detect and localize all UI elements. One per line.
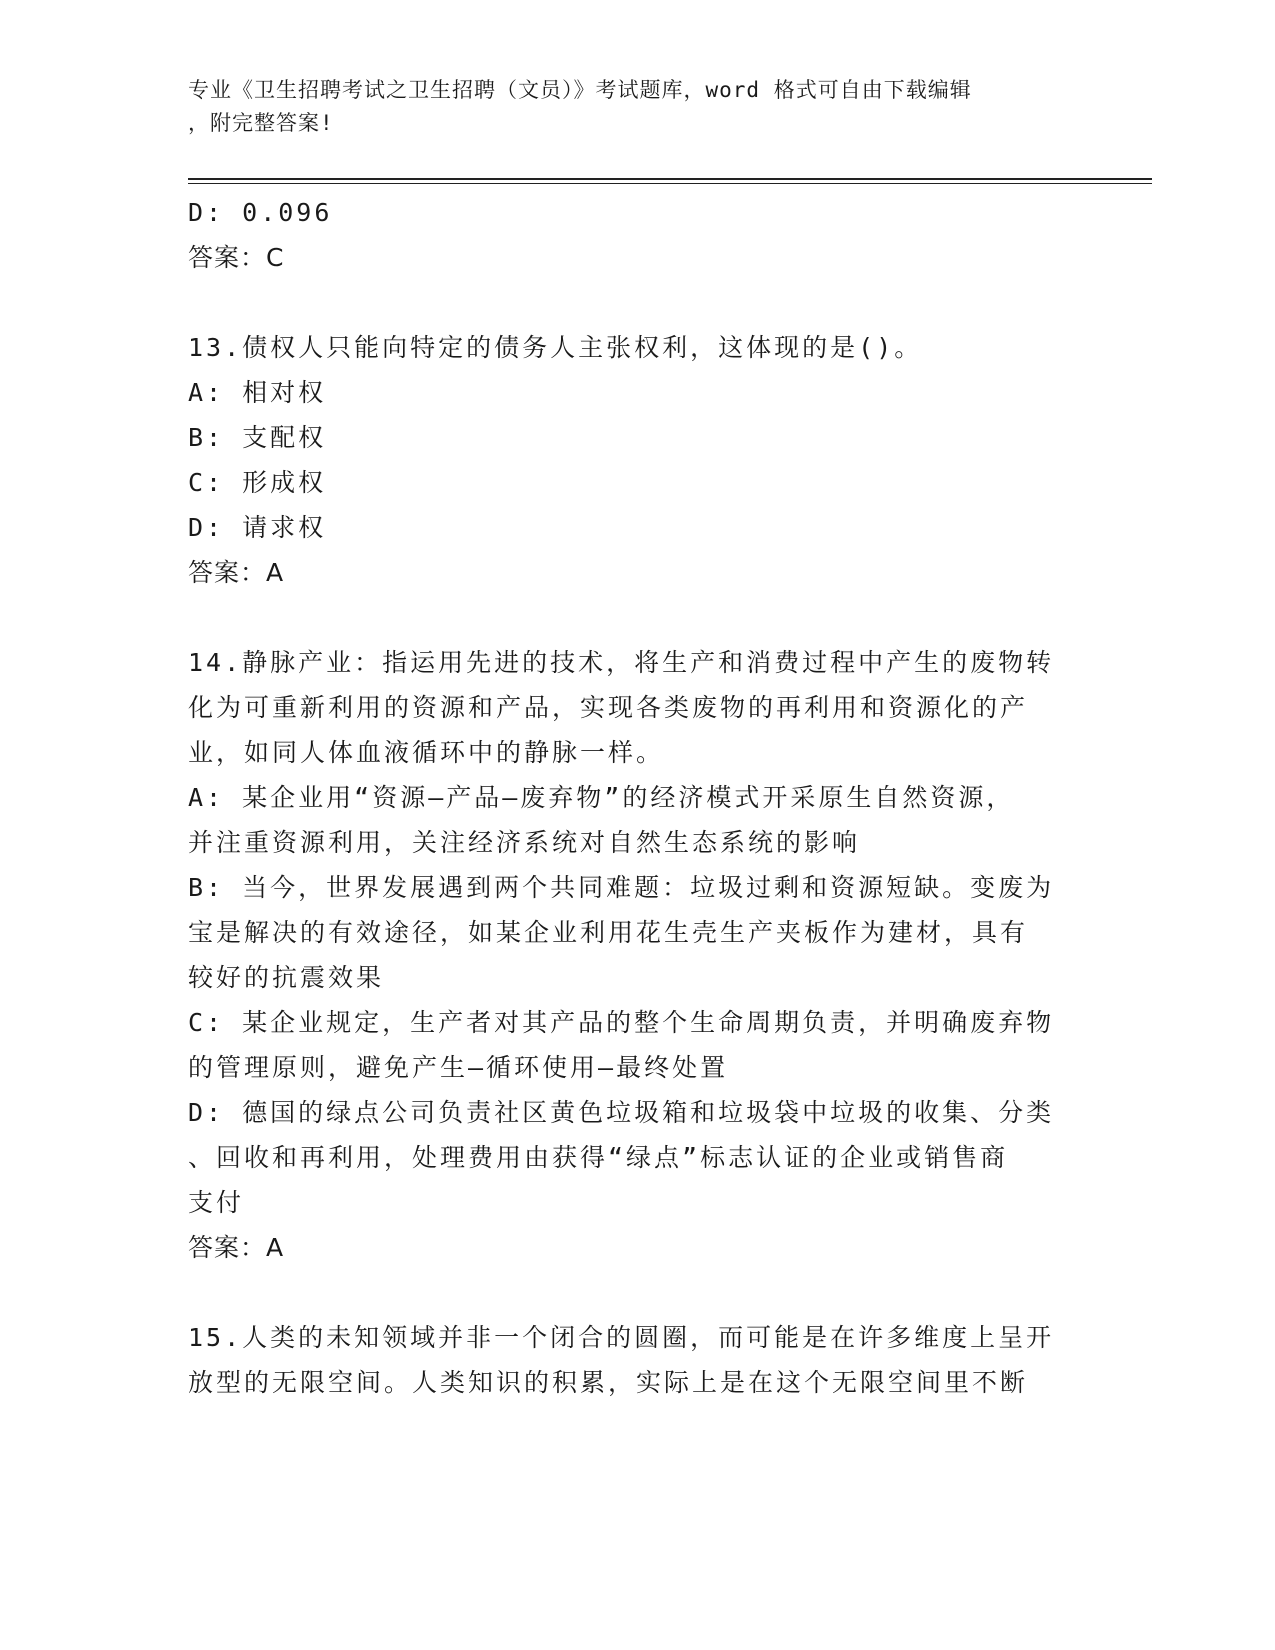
spacer — [188, 1270, 1078, 1315]
question-stem: 13.债权人只能向特定的债务人主张权利，这体现的是()。 — [188, 333, 923, 362]
header-line-1: 专业《卫生招聘考试之卫生招聘（文员）》考试题库，word 格式可自由下载编辑 — [188, 78, 972, 102]
option-d: D: 0.096 — [188, 198, 333, 227]
document-header — [188, 74, 1068, 140]
option-c-line-1: C: 某企业规定，生产者对其产品的整个生命周期负责，并明确废弃物 — [188, 1008, 1055, 1037]
document-body — [188, 190, 1078, 1405]
option-c-line-2: 的管理原则，避免产生—循环使用—最终处置 — [188, 1053, 729, 1082]
question-stem-line-1: 15.人类的未知领域并非一个闭合的圆圈，而可能是在许多维度上呈开 — [188, 1323, 1055, 1352]
question-13 — [188, 325, 1078, 595]
header-rule-thin — [188, 183, 1152, 184]
option-a-line-1: A: 某企业用“资源—产品—废弃物”的经济模式开采原生自然资源， — [188, 783, 1015, 812]
question-stem-line-1: 14.静脉产业：指运用先进的技术，将生产和消费过程中产生的废物转 — [188, 648, 1055, 677]
option-a: A: 相对权 — [188, 378, 327, 407]
question-15 — [188, 1315, 1078, 1405]
option-b-line-2: 宝是解决的有效途径，如某企业利用花生壳生产夹板作为建材，具有 — [188, 918, 1029, 947]
answer-line: 答案：A — [188, 1233, 285, 1262]
question-12-tail — [188, 190, 1078, 280]
answer-line: 答案：C — [188, 243, 285, 272]
spacer — [188, 280, 1078, 325]
answer-line: 答案：A — [188, 558, 285, 587]
spacer — [188, 595, 1078, 640]
option-d: D: 请求权 — [188, 513, 327, 542]
option-c: C: 形成权 — [188, 468, 327, 497]
question-stem-line-2: 放型的无限空间。人类知识的积累，实际上是在这个无限空间里不断 — [188, 1368, 1029, 1397]
header-rule — [188, 178, 1152, 180]
option-b: B: 支配权 — [188, 423, 327, 452]
option-d-line-1: D: 德国的绿点公司负责社区黄色垃圾箱和垃圾袋中垃圾的收集、分类 — [188, 1098, 1055, 1127]
question-stem-line-3: 业，如同人体血液循环中的静脉一样。 — [188, 738, 665, 767]
header-line-2: ，附完整答案! — [188, 111, 334, 135]
question-14 — [188, 640, 1078, 1270]
option-b-line-3: 较好的抗震效果 — [188, 963, 385, 992]
option-d-line-3: 支付 — [188, 1188, 245, 1217]
question-stem-line-2: 化为可重新利用的资源和产品，实现各类废物的再利用和资源化的产 — [188, 693, 1029, 722]
option-a-line-2: 并注重资源利用，关注经济系统对自然生态系统的影响 — [188, 828, 861, 857]
option-d-line-2: 、回收和再利用，处理费用由获得“绿点”标志认证的企业或销售商 — [188, 1143, 1009, 1172]
option-b-line-1: B: 当今，世界发展遇到两个共同难题：垃圾过剩和资源短缺。变废为 — [188, 873, 1055, 902]
